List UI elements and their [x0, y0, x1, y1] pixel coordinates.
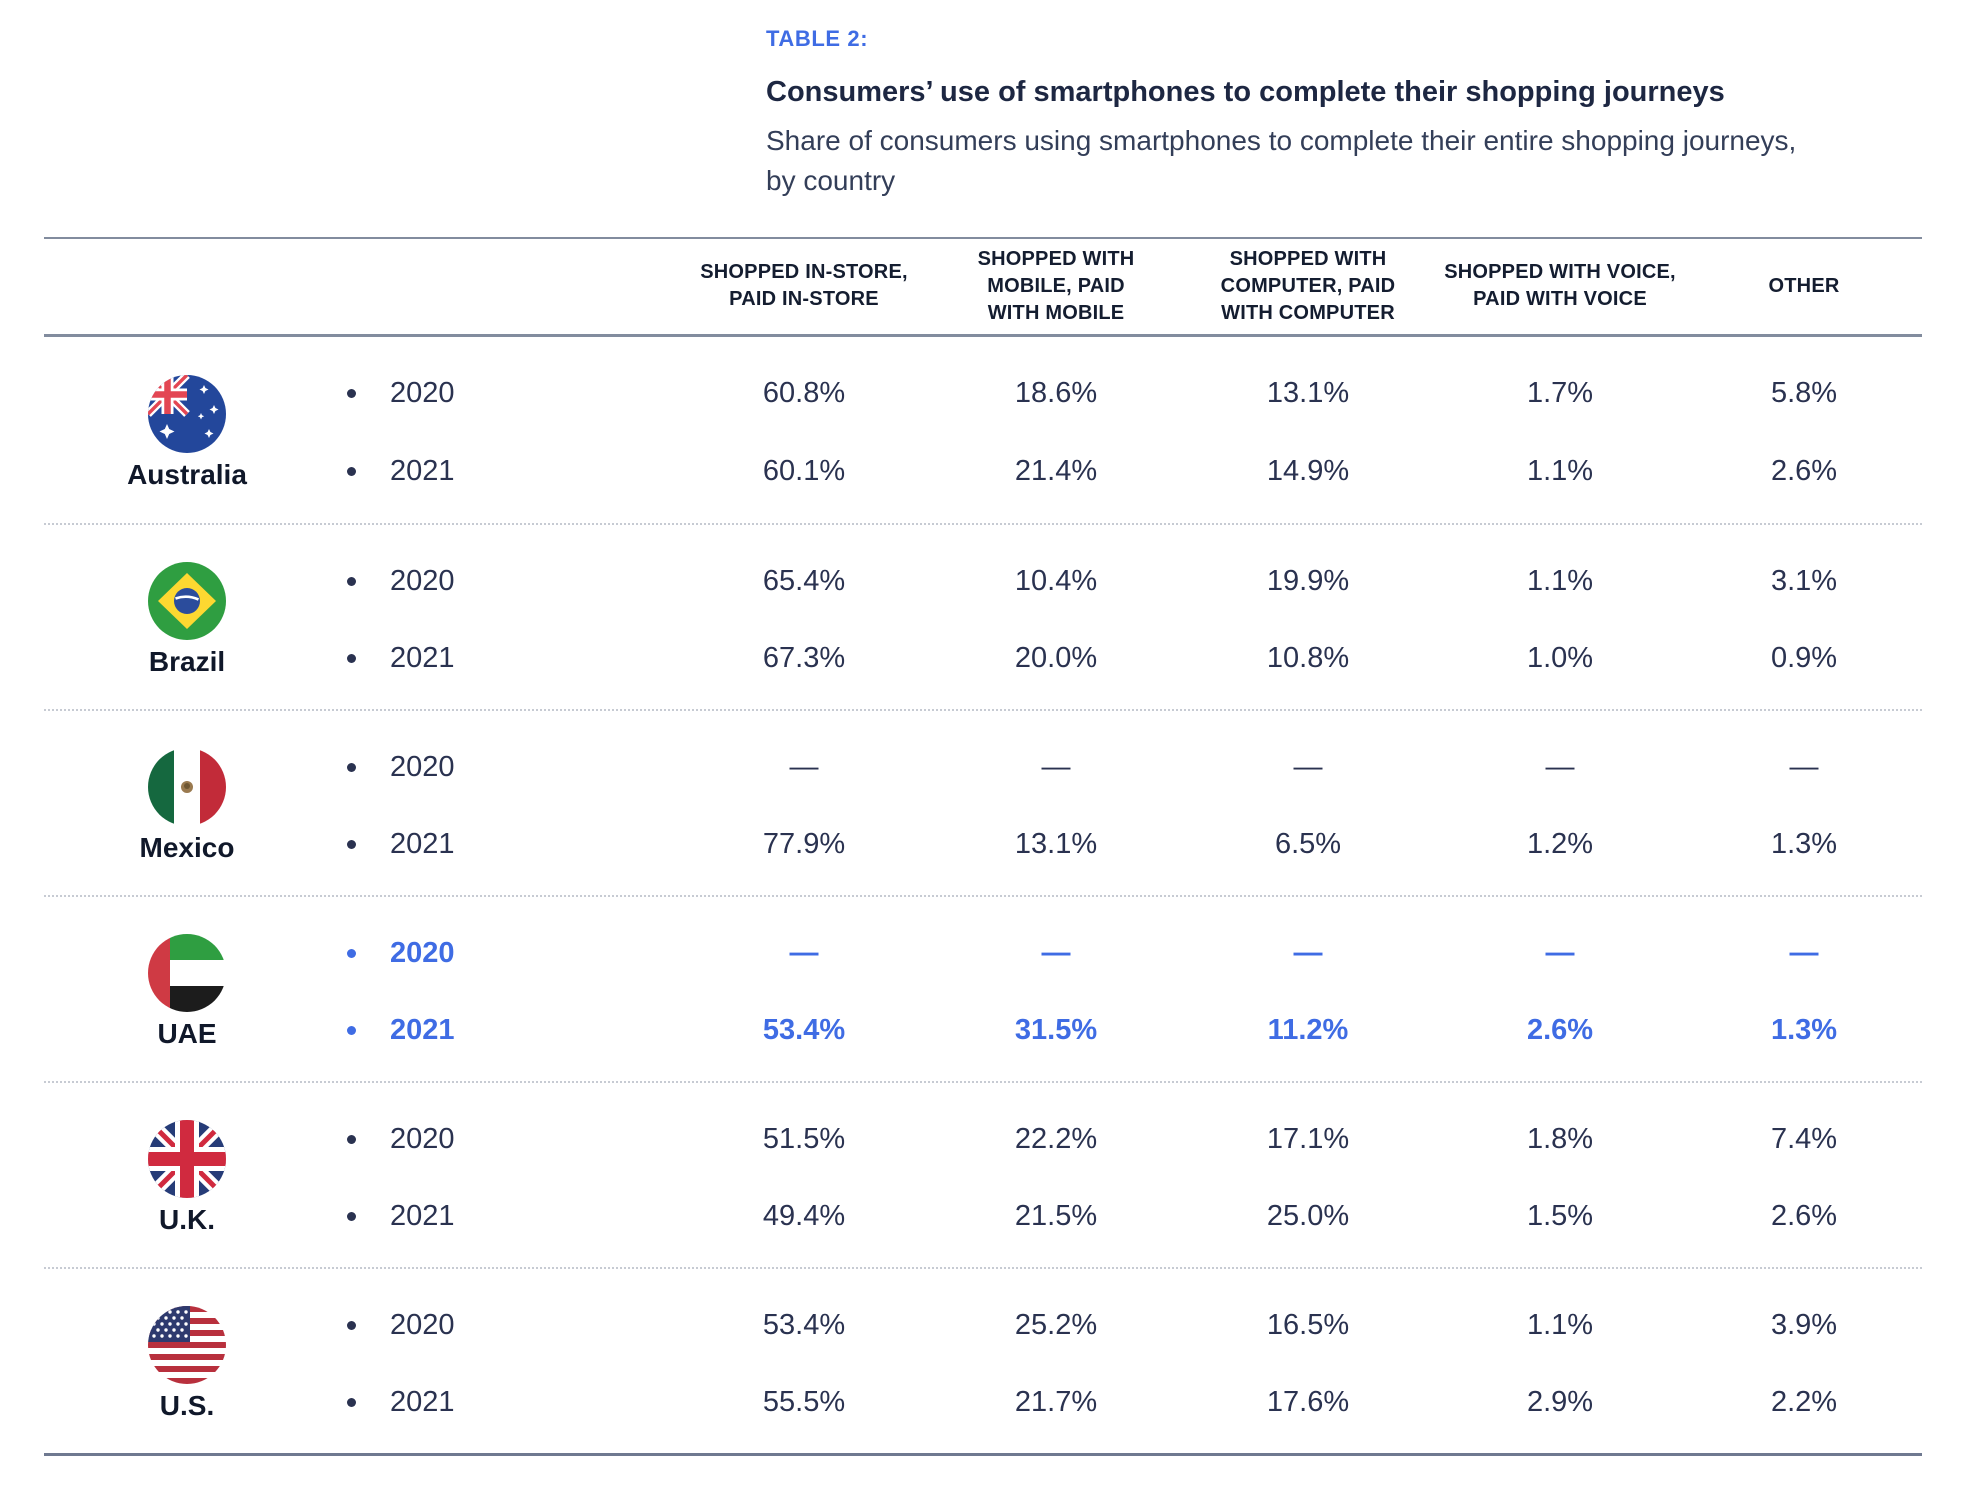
bullet-icon [347, 654, 356, 663]
bullet-icon [347, 1321, 356, 1330]
uk-flag-icon [148, 1120, 226, 1198]
value-cell: 10.4% [1014, 564, 1098, 597]
value-cell: 1.1% [1526, 455, 1594, 487]
value-cell: 60.8% [762, 377, 846, 409]
country-section-uae [44, 895, 1922, 1081]
bullet-icon [347, 577, 356, 586]
country-label: Australia [127, 458, 247, 490]
value-cell: 77.9% [762, 827, 846, 860]
value-cell: 7.4% [1770, 1122, 1838, 1155]
bullet-icon [347, 467, 356, 476]
mexico-flag-icon [148, 748, 226, 826]
value-cell: 18.6% [1014, 377, 1098, 409]
bullet-icon [347, 389, 356, 398]
country-flag-cell [44, 562, 290, 678]
value-cell: 22.2% [1014, 1122, 1098, 1155]
value-cell: 0.9% [1770, 641, 1838, 674]
country-label: U.K. [159, 1203, 215, 1235]
value-cell: 1.3% [1770, 827, 1838, 860]
country-section-us [44, 1267, 1922, 1453]
value-cell: 16.5% [1266, 1308, 1350, 1341]
value-cell: 1.5% [1526, 1199, 1594, 1232]
country-flag-cell [44, 375, 290, 491]
brazil-flag-icon [148, 562, 226, 640]
value-cell: — [1041, 936, 1071, 969]
value-cell: 25.0% [1266, 1199, 1350, 1232]
value-cell: — [1545, 750, 1575, 783]
value-cell: 1.1% [1526, 564, 1594, 597]
value-cell: 49.4% [762, 1199, 846, 1232]
country-flag-cell [44, 1120, 290, 1236]
year-cell [290, 1178, 678, 1255]
value-cell: 11.2% [1267, 1013, 1349, 1046]
value-cell: 60.1% [762, 455, 846, 487]
bullet-icon [347, 1026, 356, 1035]
value-cell: 53.4% [762, 1308, 846, 1341]
value-cell: 2.2% [1770, 1385, 1838, 1418]
year-cell [290, 543, 678, 620]
year-cell [290, 433, 678, 511]
value-cell: 10.8% [1266, 641, 1350, 674]
bullet-icon [347, 1398, 356, 1407]
bullet-icon [347, 1135, 356, 1144]
value-cell: — [1789, 936, 1819, 969]
year-label: 2020 [390, 1308, 455, 1341]
country-section-australia [44, 337, 1922, 523]
column-header-voice: SHOPPED WITH VOICE, PAID WITH VOICE [1444, 261, 1676, 310]
year-cell [290, 355, 678, 433]
uae-flag-icon [148, 934, 226, 1012]
value-cell: 65.4% [762, 564, 846, 597]
year-cell [290, 729, 678, 806]
value-cell: — [1545, 936, 1575, 969]
value-cell: 1.8% [1526, 1122, 1594, 1155]
value-cell: 1.7% [1526, 377, 1594, 409]
value-cell: 19.9% [1266, 564, 1350, 597]
value-cell: 25.2% [1014, 1308, 1098, 1341]
year-label: 2021 [390, 1013, 455, 1046]
value-cell: — [789, 936, 819, 969]
table-column-header-row [44, 237, 1922, 337]
us-flag-icon [148, 1306, 226, 1384]
year-label: 2020 [390, 936, 455, 969]
value-cell: 31.5% [1014, 1013, 1098, 1046]
value-cell: 67.3% [762, 641, 846, 674]
column-header-mobile: SHOPPED WITH MOBILE, PAID WITH MOBILE [977, 247, 1135, 324]
value-cell: 14.9% [1266, 455, 1350, 487]
year-cell [290, 1101, 678, 1178]
year-label: 2021 [390, 641, 455, 674]
value-cell: 55.5% [762, 1385, 846, 1418]
year-label: 2021 [390, 827, 455, 860]
value-cell: 51.5% [762, 1122, 846, 1155]
country-section-mexico [44, 709, 1922, 895]
year-cell [290, 1364, 678, 1441]
year-label: 2021 [390, 1199, 455, 1232]
year-cell [290, 1287, 678, 1364]
bullet-icon [347, 949, 356, 958]
value-cell: 2.6% [1526, 1013, 1594, 1046]
table-subtitle [766, 121, 1920, 201]
value-cell: 6.5% [1274, 827, 1342, 860]
australia-flag-icon [148, 375, 226, 453]
value-cell: — [1293, 750, 1323, 783]
value-cell: 21.4% [1014, 455, 1098, 487]
year-cell [290, 992, 678, 1069]
year-cell [290, 620, 678, 697]
value-cell: 13.1% [1266, 377, 1350, 409]
country-flag-cell [44, 1306, 290, 1422]
value-cell: 3.9% [1770, 1308, 1838, 1341]
country-section-brazil [44, 523, 1922, 709]
value-cell: 17.6% [1266, 1385, 1350, 1418]
value-cell: 5.8% [1770, 377, 1838, 409]
table-header [0, 0, 1980, 201]
country-flag-cell [44, 934, 290, 1050]
value-cell: — [1789, 750, 1819, 783]
value-cell: 53.4% [762, 1013, 846, 1046]
year-label: 2020 [390, 750, 455, 783]
year-label: 2021 [390, 1385, 455, 1418]
year-cell [290, 915, 678, 992]
table-kicker: TABLE 2: [766, 26, 869, 51]
value-cell: 17.1% [1266, 1122, 1350, 1155]
value-cell: 3.1% [1770, 564, 1838, 597]
value-cell: — [789, 750, 819, 783]
year-label: 2020 [390, 564, 455, 597]
column-header-computer: SHOPPED WITH COMPUTER, PAID WITH COMPUTER [1220, 247, 1396, 324]
data-table [44, 237, 1922, 1456]
table-subtitle-line1: Share of consumers using smartphones to complete their entire shopping journeys, [766, 125, 1797, 156]
country-flag-cell [44, 748, 290, 864]
value-cell: 1.0% [1526, 641, 1594, 674]
column-header-instore: SHOPPED IN-STORE, PAID IN-STORE [700, 261, 908, 310]
value-cell: 2.6% [1770, 455, 1838, 487]
bullet-icon [347, 763, 356, 772]
value-cell: 1.3% [1770, 1013, 1838, 1046]
bullet-icon [347, 1212, 356, 1221]
value-cell: 21.5% [1014, 1199, 1098, 1232]
column-header-other: OTHER [1768, 274, 1840, 297]
year-cell [290, 806, 678, 883]
bullet-icon [347, 840, 356, 849]
country-label: Mexico [139, 831, 235, 863]
table-subtitle-line2: by country [766, 164, 896, 196]
value-cell: 20.0% [1014, 641, 1098, 674]
value-cell: 1.2% [1526, 827, 1594, 860]
value-cell: — [1293, 936, 1323, 969]
year-label: 2020 [390, 1122, 455, 1155]
value-cell: 2.9% [1526, 1385, 1594, 1418]
country-label: UAE [157, 1017, 217, 1049]
value-cell: 1.1% [1526, 1308, 1594, 1341]
country-label: Brazil [148, 645, 226, 677]
value-cell: — [1041, 750, 1071, 783]
country-section-uk [44, 1081, 1922, 1267]
country-label: U.S. [159, 1389, 215, 1421]
year-label: 2020 [390, 377, 455, 409]
value-cell: 13.1% [1014, 827, 1098, 860]
value-cell: 2.6% [1770, 1199, 1838, 1232]
value-cell: 21.7% [1014, 1385, 1098, 1418]
table-title: Consumers’ use of smartphones to complete their shopping journeys [766, 76, 1725, 108]
year-label: 2021 [390, 455, 455, 487]
